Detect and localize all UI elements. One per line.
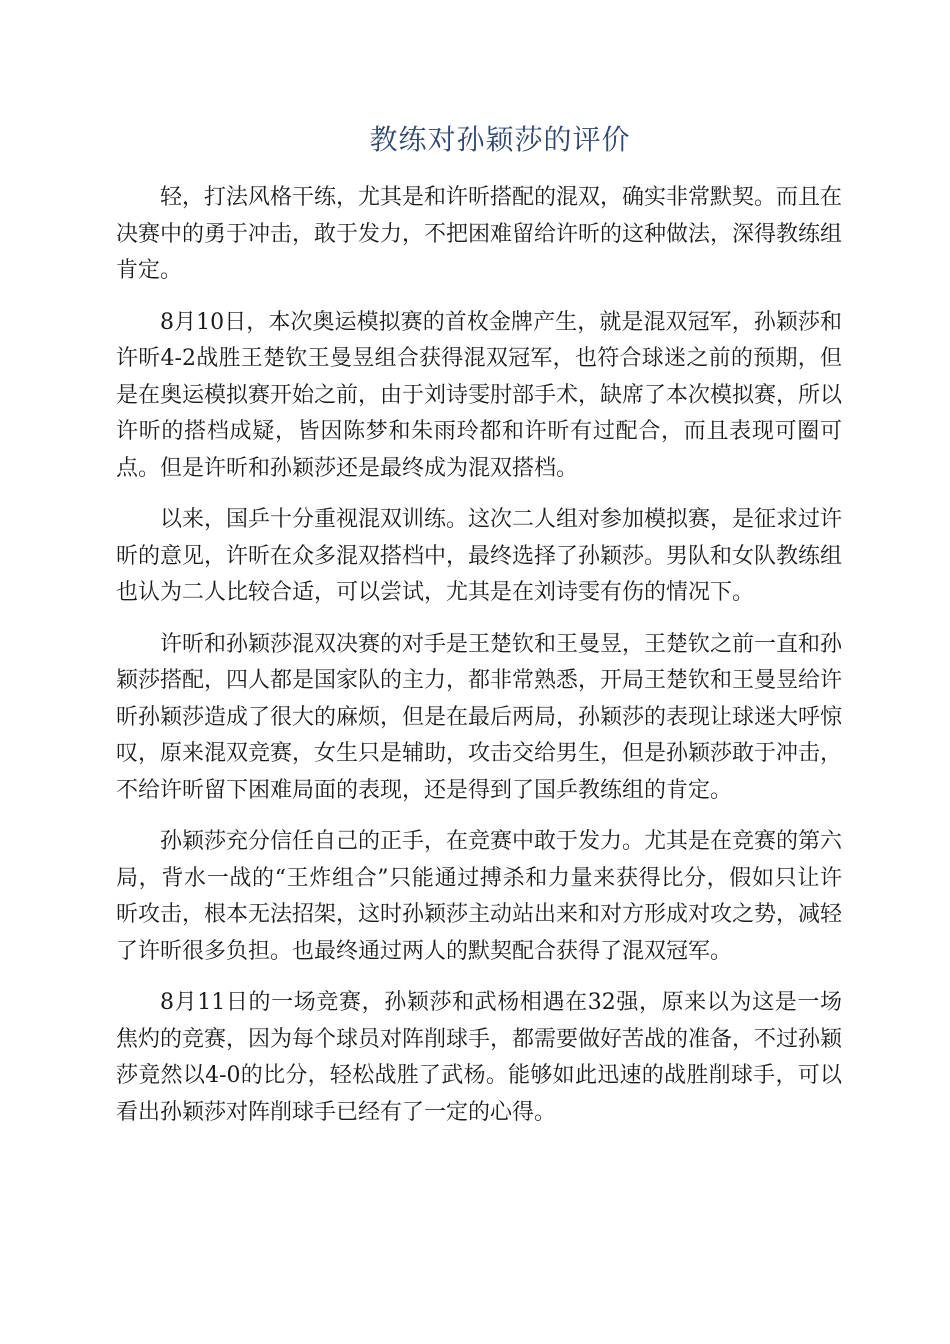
paragraph-2: 8月10日，本次奥运模拟赛的首枚金牌产生，就是混双冠军，孙颖莎和许昕4-2战胜王楚钦王曼昱组合获得混双冠军，也符合球迷之前的预期，但是在奥运模拟赛开始之前，由于刘诗雯肘部手术，缺席了本次模拟赛，所以许昕的搭档成疑，皆因陈梦和朱雨玲都和许昕有过配合，而且表现可圈可点。但是许昕和孙颖莎还是最终成为混双搭档。 — [116, 309, 843, 481]
paragraph-3: 以来，国乒十分重视混双训练。这次二人组对参加模拟赛，是征求过许昕的意见，许昕在众多混双搭档中，最终选择了孙颖莎。男队和女队教练组也认为二人比较合适，可以尝试，尤其是在刘诗雯有伤的情况下。 — [116, 507, 843, 605]
document-title: 教练对孙颖莎的评价 — [369, 123, 631, 156]
paragraph-6: 8月11日的一场竞赛，孙颖莎和武杨相遇在32强，原来以为这是一场焦灼的竞赛，因为每个球员对阵削球手，都需要做好苦战的准备，不过孙颖莎竟然以4-0的比分，轻松战胜了武杨。能够如此迅速的战胜削球手，可以看出孙颖莎对阵削球手已经有了一定的心得。 — [116, 990, 843, 1125]
paragraph-4: 许昕和孙颖莎混双决赛的对手是王楚钦和王曼昱，王楚钦之前一直和孙颖莎搭配，四人都是国家队的主力，都非常熟悉，开局王楚钦和王曼昱给许昕孙颖莎造成了很大的麻烦，但是在最后两局，孙颖莎的表现让球迷大呼惊叹，原来混双竞赛，女生只是辅助，攻击交给男生，但是孙颖莎敢于冲击，不给许昕留下困难局面的表现，还是得到了国乒教练组的肯定。 — [116, 631, 843, 803]
document-body — [116, 180, 842, 1146]
paragraph-1: 轻，打法风格干练，尤其是和许昕搭配的混双，确实非常默契。而且在决赛中的勇于冲击，敢于发力，不把困难留给许昕的这种做法，深得教练组肯定。 — [116, 185, 843, 283]
paragraph-5: 孙颖莎充分信任自己的正手，在竞赛中敢于发力。尤其是在竞赛的第六局，背水一战的“王炸组合”只能通过搏杀和力量来获得比分，假如只让许昕攻击，根本无法招架，这时孙颖莎主动站出来和对方形成对攻之势，减轻了许昕很多负担。也最终通过两人的默契配合获得了混双冠军。 — [116, 829, 843, 964]
